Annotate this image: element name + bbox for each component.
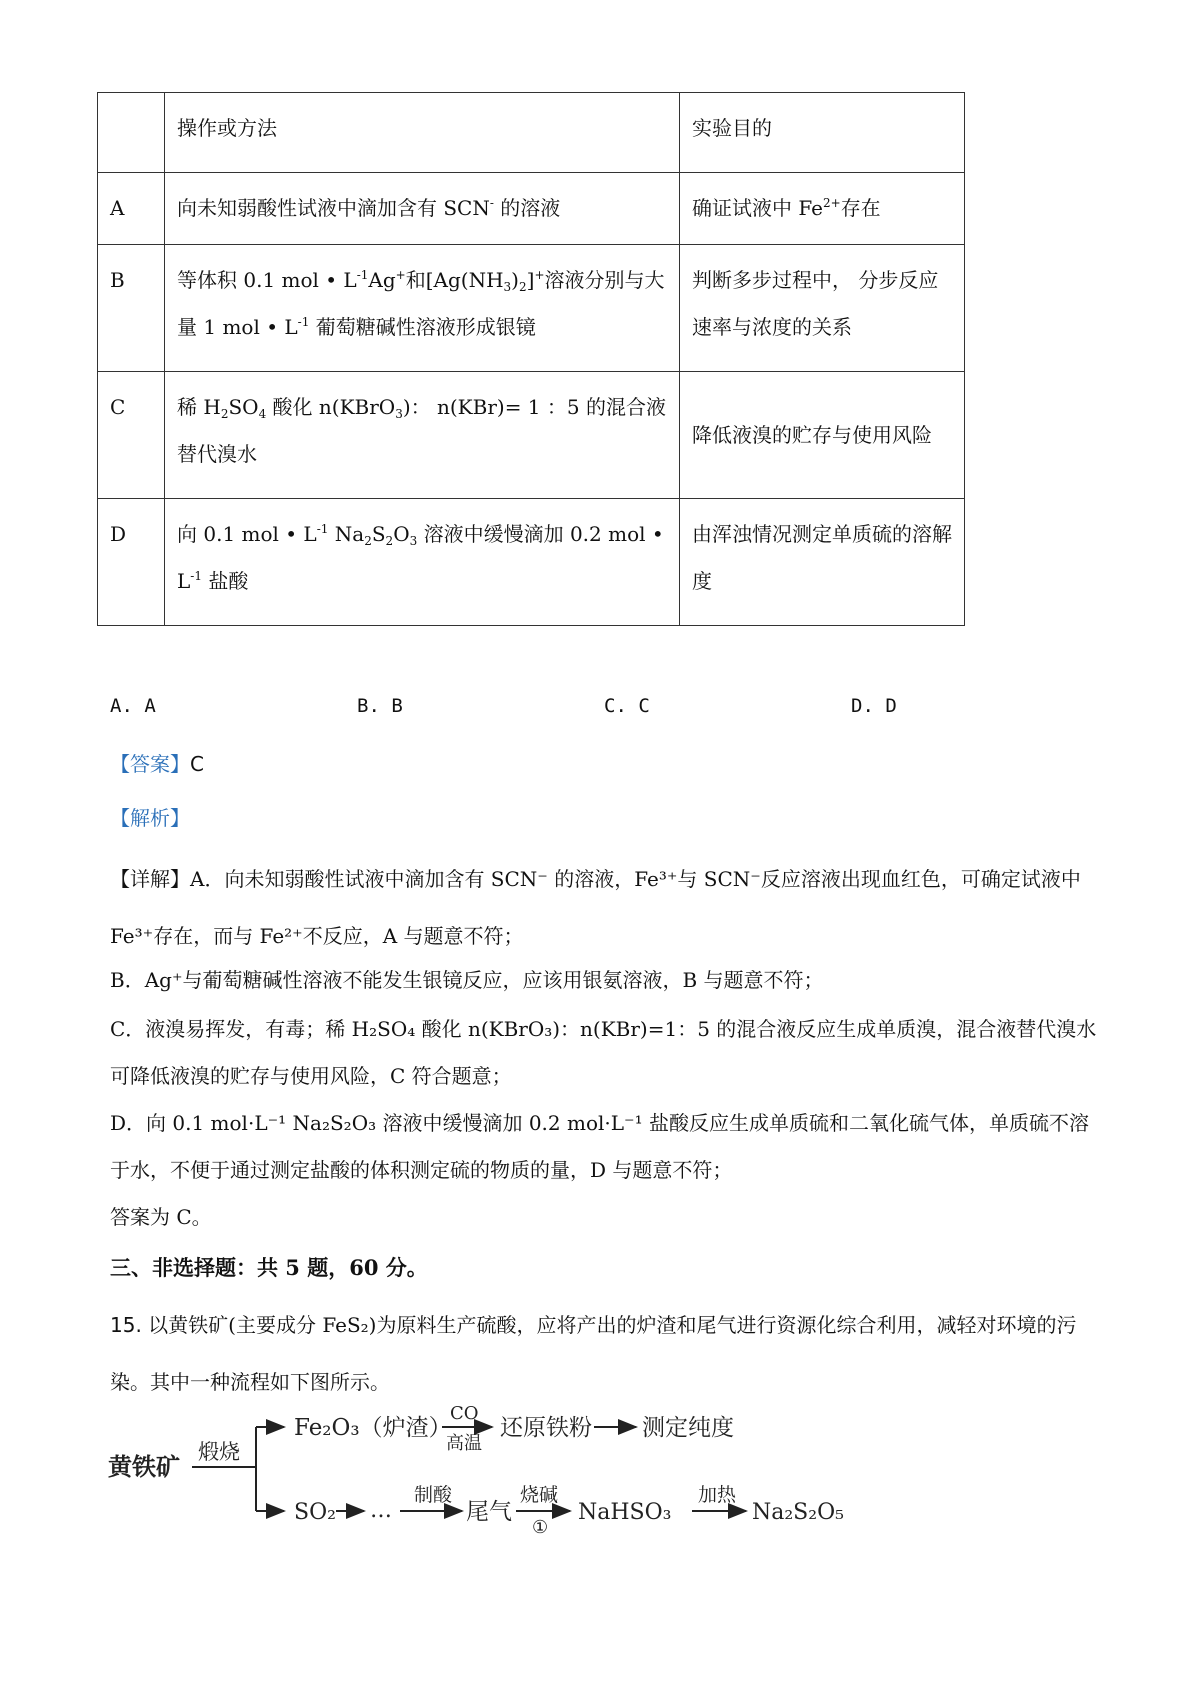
flow-so2: SO₂	[294, 1500, 336, 1525]
row-method: 向 0.1 mol • $L^{-1}$ $Na_2S_2O_3$ 溶液中缓慢滴加 0.2 mol • $L^{-1}$ 盐酸	[165, 499, 680, 626]
question-15	[110, 1297, 1100, 1411]
flow-heat: 加热	[698, 1484, 737, 1506]
flow-fe2o3: Fe₂O₃（炉渣）	[294, 1415, 452, 1441]
table-row-a	[98, 173, 965, 245]
flow-tail-gas: 尾气	[466, 1499, 512, 1525]
option-b[interactable]: B. B	[357, 695, 403, 717]
row-label: D	[98, 499, 165, 626]
row-label: C	[98, 372, 165, 499]
flow-purity: 测定纯度	[642, 1415, 734, 1441]
detail-paragraph-4: D．向 0.1 mol·L⁻¹ Na₂S₂O₃ 溶液中缓慢滴加 0.2 mol·L⁻¹ 盐酸反应生成单质硫和二氧化硫气体，单质硫不溶于水，不便于通过测定盐酸的体积测定硫的物质的量，D 与题意不符；	[110, 1111, 1089, 1182]
detail-paragraph-1: 【详解】A．向未知弱酸性试液中滴加含有 SCN⁻ 的溶液，Fe³⁺与 SCN⁻反应溶液出现血红色，可确定试液中 Fe³⁺存在，而与 Fe²⁺不反应，A 与题意不符；	[110, 867, 1081, 948]
flow-calcine: 煅烧	[198, 1440, 240, 1464]
row-purpose: 由浑浊情况测定单质硫的溶解度	[680, 499, 965, 626]
answer-tag: 【答案】	[110, 752, 190, 776]
process-flow-diagram	[100, 1405, 900, 1545]
row-method: 等体积 0.1 mol • $L^{-1}Ag^+$和$[Ag(NH_3)_2]^+$溶液分别与大量 1 mol • $L^{-1}$ 葡萄糖碱性溶液形成银镜	[165, 245, 680, 372]
analysis-tag: 【解析】	[110, 806, 190, 830]
detail-paragraph-3: C．液溴易挥发，有毒；稀 H₂SO₄ 酸化 n(KBrO₃)：n(KBr)=1：5 的混合液反应生成单质溴，混合液替代溴水可降低液溴的贮存与使用风险，C 符合题意；	[110, 1017, 1097, 1088]
table-row-b	[98, 245, 965, 372]
question-text: 以黄铁矿(主要成分 FeS₂)为原料生产硫酸，应将产出的炉渣和尾气进行资源化综合利用，减轻对环境的污染。其中一种流程如下图所示。	[110, 1313, 1077, 1394]
row-label: B	[98, 245, 165, 372]
flow-high-temp: 高温	[446, 1433, 482, 1454]
row-purpose: 判断多步过程中， 分步反应速率与浓度的关系	[680, 245, 965, 372]
flow-na2s2o5: Na₂S₂O₅	[752, 1500, 844, 1525]
option-c[interactable]: C. C	[604, 695, 650, 717]
row-purpose: 降低液溴的贮存与使用风险	[680, 372, 965, 499]
flow-co: CO	[450, 1405, 479, 1424]
option-d[interactable]: D. D	[851, 695, 897, 717]
row-method: 向未知弱酸性试液中滴加含有 SCN- 的溶液	[165, 173, 680, 245]
experiment-table	[97, 92, 965, 626]
table-row-c	[98, 372, 965, 499]
flow-caustic: 烧碱	[520, 1484, 559, 1506]
answer-value: C	[190, 752, 204, 776]
section-heading: 三、非选择题：共 5 题，60 分。	[110, 1255, 428, 1280]
option-a[interactable]: A. A	[110, 695, 156, 717]
flow-step-1: ①	[532, 1517, 549, 1538]
row-label: A	[98, 173, 165, 245]
row-method: 稀 $H_2SO_4$ 酸化 n(KBrO$_3$)： n(KBr)= 1 ：5 的混合液替代溴水	[165, 372, 680, 499]
table-header-purpose: 实验目的	[680, 93, 965, 173]
row-purpose: 确证试液中 $Fe^{2+}$存在	[680, 173, 965, 245]
detail-paragraph-5: 答案为 C。	[110, 1205, 212, 1229]
table-row-d	[98, 499, 965, 626]
answer-line	[110, 748, 204, 777]
flow-reduced-iron: 还原铁粉	[500, 1415, 592, 1441]
flow-nahso3: NaHSO₃	[578, 1500, 672, 1525]
table-header-row	[98, 93, 965, 173]
question-number: 15.	[110, 1313, 142, 1337]
flow-dots: …	[370, 1498, 392, 1523]
detail-paragraph-2: B．Ag⁺与葡萄糖碱性溶液不能发生银镜反应，应该用银氨溶液，B 与题意不符；	[110, 968, 824, 992]
table-header-empty	[98, 93, 165, 173]
table-header-method: 操作或方法	[165, 93, 680, 173]
flow-start: 黄铁矿	[108, 1452, 180, 1481]
flow-make-acid: 制酸	[414, 1484, 453, 1506]
